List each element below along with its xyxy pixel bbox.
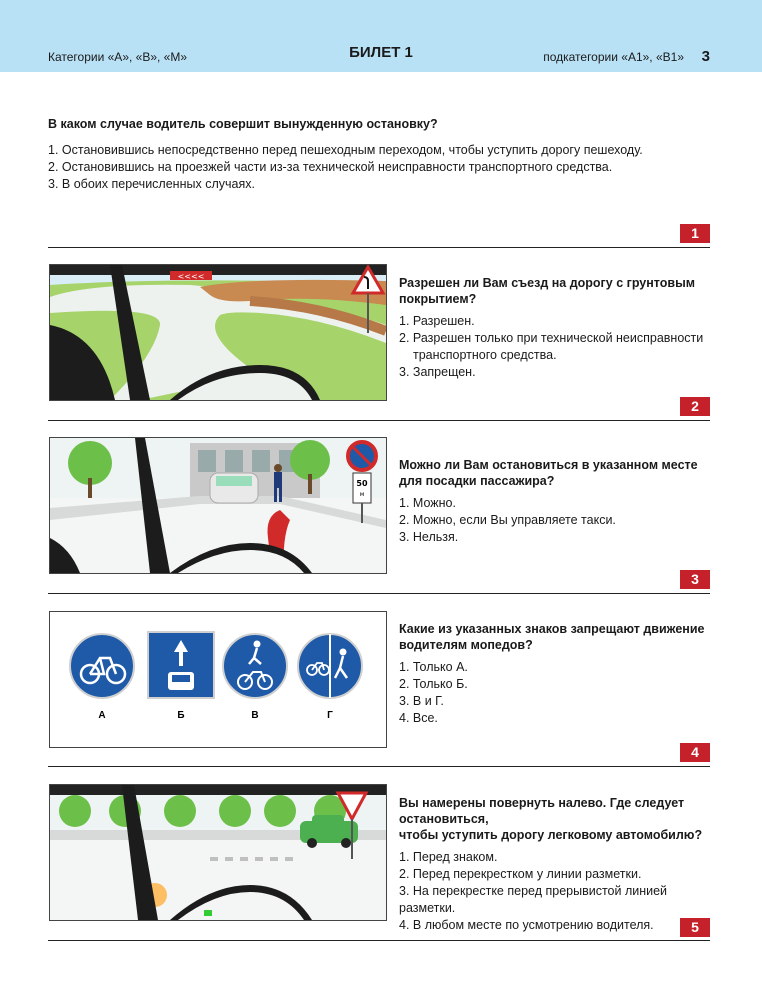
- title-line: Вы намерены повернуть налево. Где следует остановиться,: [399, 796, 685, 826]
- divider: [48, 593, 710, 594]
- shared-pedestrian-bicycle-sign-icon: [223, 634, 287, 698]
- answer-option[interactable]: 3. В и Г.: [399, 694, 444, 708]
- sign-label-b: Б: [177, 710, 185, 721]
- answer-option[interactable]: 1. Остановившись непосредственно перед пешеходным переходом, чтобы уступить дорогу пешеходу.: [48, 143, 643, 157]
- question-2-title: [399, 275, 719, 307]
- question-5-illustration: [49, 784, 387, 921]
- page-number: 3: [701, 48, 710, 65]
- title-line: чтобы уступить дорогу легковому автомобилю?: [399, 828, 703, 842]
- bus-lane-sign-icon: [148, 632, 214, 698]
- question-3: [399, 457, 719, 546]
- subcategories-label: подкатегории «А1», «В1»: [543, 50, 684, 64]
- answer-option[interactable]: 2. Перед перекрестком у линии разметки.: [399, 867, 642, 881]
- answer-option[interactable]: 1. Перед знаком.: [399, 850, 498, 864]
- divider: [48, 420, 710, 421]
- road-signs-set: [50, 612, 386, 747]
- separated-pedestrian-bicycle-sign-icon: [298, 634, 362, 698]
- title-line: для посадки пассажира?: [399, 474, 555, 488]
- title-line: Можно ли Вам остановиться в указанном месте: [399, 458, 698, 472]
- title-line: водителям мопедов?: [399, 638, 533, 652]
- title-line: покрытием?: [399, 292, 477, 306]
- question-number-badge: 5: [680, 918, 710, 937]
- categories-label: Категории «А», «В», «М»: [48, 50, 188, 64]
- question-number-badge: 2: [680, 397, 710, 416]
- answer-option[interactable]: 1. Можно.: [399, 496, 456, 510]
- sign-label-a: А: [98, 710, 106, 721]
- question-3-illustration: [49, 437, 387, 574]
- answer-option[interactable]: 2. Разрешен только при технической неисправности: [399, 331, 704, 345]
- question-1: [48, 116, 728, 193]
- bicycle-path-sign-icon: [70, 634, 134, 698]
- answer-option[interactable]: 1. Только А.: [399, 660, 468, 674]
- question-4: [399, 621, 719, 727]
- question-1-title: В каком случае водитель совершит вынужденную остановку?: [48, 117, 438, 131]
- question-4-illustration: [49, 611, 387, 748]
- title-line: Какие из указанных знаков запрещают движение: [399, 622, 705, 636]
- divider: [48, 247, 710, 248]
- title-line: Разрешен ли Вам съезд на дорогу с грунтовым: [399, 276, 695, 290]
- answer-option[interactable]: 4. Все.: [399, 711, 438, 725]
- divider: [48, 766, 710, 767]
- answer-option[interactable]: 3. Запрещен.: [399, 365, 476, 379]
- question-number-badge: 4: [680, 743, 710, 762]
- answer-option[interactable]: 2. Только Б.: [399, 677, 468, 691]
- ticket-title: БИЛЕТ 1: [349, 44, 413, 61]
- question-5: [399, 795, 719, 934]
- answer-option[interactable]: 3. В обоих перечисленных случаях.: [48, 177, 255, 191]
- svg-text:<<<<: <<<<: [177, 272, 205, 281]
- answer-option[interactable]: 1. Разрешен.: [399, 314, 475, 328]
- answer-option[interactable]: 3. На перекрестке перед прерывистой линией разметки.: [399, 884, 668, 915]
- question-number-badge: 1: [680, 224, 710, 243]
- road-edge-chevrons: [170, 271, 212, 281]
- answer-option[interactable]: 4. В любом месте по усмотрению водителя.: [399, 918, 654, 932]
- sign-label-g: Г: [327, 710, 333, 721]
- question-4-title: [399, 621, 719, 653]
- page-header: [0, 0, 762, 72]
- question-number-badge: 3: [680, 570, 710, 589]
- dirt-road-turn-scene: [50, 265, 386, 400]
- question-2-illustration: [49, 264, 387, 401]
- question-3-title: [399, 457, 719, 489]
- sign-plate-unit: м: [359, 491, 365, 498]
- divider: [48, 940, 710, 941]
- question-5-title: [399, 795, 719, 843]
- intersection-scene: [50, 785, 386, 920]
- sign-plate-distance: 50: [356, 479, 368, 488]
- answer-option-continuation[interactable]: транспортного средства.: [413, 348, 557, 362]
- street-stop-scene: [50, 438, 386, 573]
- sign-label-v: В: [251, 710, 259, 721]
- answer-option[interactable]: 3. Нельзя.: [399, 530, 459, 544]
- white-car-icon: [210, 473, 258, 503]
- answer-option[interactable]: 2. Остановившись на проезжей части из-за технической неисправности транспортного средства.: [48, 160, 613, 174]
- question-2: [399, 275, 719, 381]
- answer-option[interactable]: 2. Можно, если Вы управляете такси.: [399, 513, 616, 527]
